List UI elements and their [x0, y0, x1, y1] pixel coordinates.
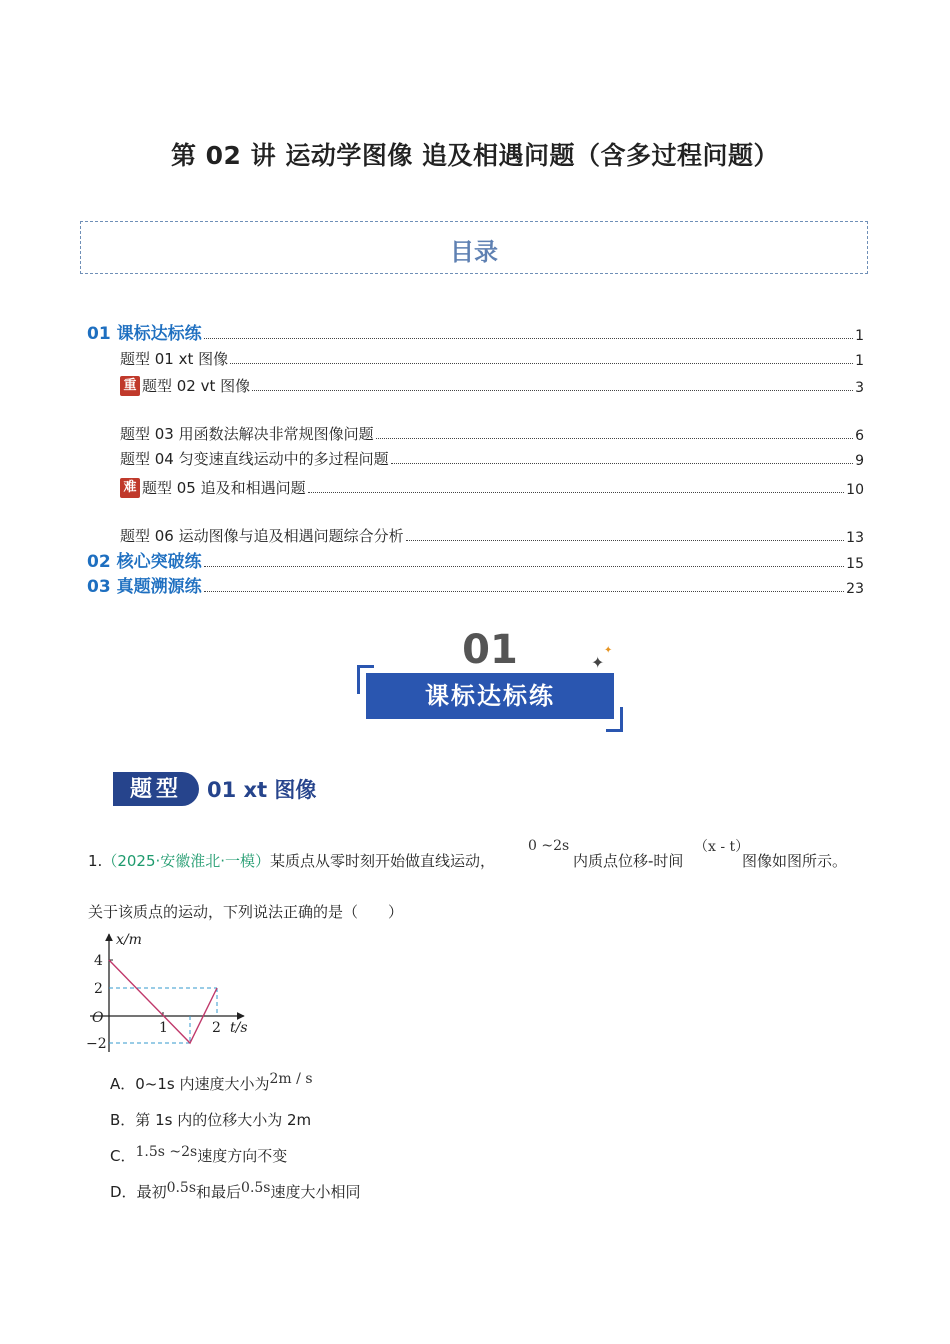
- y-tick-label: 4: [94, 953, 103, 969]
- emphasis-badge: 重: [120, 376, 140, 396]
- math-expression: 1.5s ~2s: [135, 1144, 198, 1160]
- x-axis-label: t/s: [230, 1020, 248, 1036]
- toc-page-number: 3: [855, 380, 864, 396]
- page-title: 第 02 讲 运动学图像 追及相遇问题（含多过程问题）: [170, 141, 780, 170]
- question-number: 1.: [88, 852, 103, 870]
- toc-dot-leader: [252, 390, 853, 391]
- toc-page-number: 9: [855, 453, 864, 469]
- toc-entry[interactable]: [87, 550, 864, 572]
- toc-entry[interactable]: [120, 422, 864, 444]
- x-tick-label: 1: [159, 1020, 168, 1036]
- option-text: 和最后: [196, 1183, 242, 1201]
- math-expression: 0.5s: [241, 1180, 271, 1196]
- sparkle-icon: ✦: [604, 645, 613, 656]
- sparkle-icon: ✦: [591, 653, 605, 672]
- toc-entry-label: 题型 03 用函数法解决非常规图像问题: [120, 425, 374, 443]
- question-text: 内质点位移-时间: [573, 852, 684, 870]
- toc-page-number: 6: [855, 428, 864, 444]
- toc-entry-label: 题型 01 xt 图像: [120, 350, 229, 368]
- option-text: 第 1s 内的位移大小为 2m: [135, 1111, 312, 1129]
- question-type-header: [113, 770, 316, 808]
- math-expression: 2m / s: [269, 1071, 313, 1087]
- toc-entry-label: 01 课标达标练: [87, 324, 202, 344]
- question-text: 某质点从零时刻开始做直线运动，: [270, 852, 496, 870]
- option-text: 速度方向不变: [197, 1147, 288, 1165]
- difficulty-badge: 难: [120, 478, 140, 498]
- toc-dot-leader: [406, 540, 845, 541]
- toc-dot-leader: [308, 492, 845, 493]
- section-banner: [357, 625, 623, 735]
- question-line-2: 关于该质点的运动，下列说法正确的是（ ）: [88, 903, 404, 921]
- option-b[interactable]: [110, 1109, 311, 1130]
- toc-entry[interactable]: [120, 447, 864, 469]
- y-axis-label: x/m: [116, 932, 142, 948]
- toc-dot-leader: [376, 438, 853, 439]
- option-letter: D．: [110, 1183, 137, 1201]
- toc-dot-leader: [204, 591, 845, 592]
- origin-label: O: [92, 1010, 104, 1026]
- toc-dot-leader: [204, 566, 845, 567]
- toc-page-number: 23: [846, 581, 864, 597]
- math-expression: 0 ~2s: [528, 838, 570, 854]
- type-tag-label: 01 xt 图像: [207, 778, 317, 802]
- toc-page-number: 13: [846, 530, 864, 546]
- option-a[interactable]: [110, 1073, 313, 1094]
- y-tick-label: 2: [94, 981, 103, 997]
- toc-entry-label: 02 核心突破练: [87, 552, 202, 572]
- section-number: 01: [462, 627, 518, 673]
- option-letter: B．: [110, 1111, 136, 1129]
- option-text: 速度大小相同: [270, 1183, 361, 1201]
- toc-heading: 目录: [450, 238, 498, 266]
- x-tick-label: 2: [212, 1020, 221, 1036]
- option-letter: C．: [110, 1147, 136, 1165]
- toc-dot-leader: [391, 463, 853, 464]
- toc-entry-label: 题型 06 运动图像与追及相遇问题综合分析: [120, 527, 404, 545]
- toc-entry-label: 03 真题溯源练: [87, 577, 202, 597]
- toc-entry[interactable]: [87, 575, 864, 597]
- toc-page-number: 15: [846, 556, 864, 572]
- option-text: 0~1s 内速度大小为: [135, 1075, 270, 1093]
- toc-entry[interactable]: [120, 476, 864, 498]
- math-expression: （x - t）: [694, 839, 750, 855]
- toc-entry-label: 题型 04 匀变速直线运动中的多过程问题: [120, 450, 389, 468]
- toc-page-number: 1: [855, 328, 864, 344]
- question-source: （2025·安徽淮北·一模）: [102, 852, 271, 870]
- toc-heading-box: [80, 221, 868, 274]
- toc-page-number: 1: [855, 353, 864, 369]
- option-d[interactable]: [110, 1181, 361, 1202]
- toc-entry-label: 题型 02 vt 图像: [142, 376, 251, 395]
- question-text: 图像如图所示。: [742, 852, 848, 870]
- math-expression: 0.5s: [166, 1180, 197, 1196]
- toc-entry[interactable]: [120, 374, 864, 396]
- option-letter: A．: [110, 1075, 136, 1093]
- toc-dot-leader: [204, 338, 854, 339]
- toc-entry[interactable]: [120, 524, 864, 546]
- section-title: 课标达标练: [366, 673, 614, 719]
- toc-entry[interactable]: [87, 322, 864, 344]
- toc-entry[interactable]: [120, 347, 864, 369]
- toc-entry-label: 题型 05 追及和相遇问题: [142, 478, 306, 497]
- question-line-1: [88, 850, 495, 871]
- type-tag-box: 题型: [113, 772, 199, 806]
- toc-dot-leader: [230, 363, 853, 364]
- toc-page-number: 10: [846, 482, 864, 498]
- option-text: 最初: [136, 1183, 167, 1201]
- y-tick-label: −2: [86, 1036, 107, 1052]
- option-c[interactable]: [110, 1145, 287, 1166]
- x-t-graph: [84, 930, 259, 1060]
